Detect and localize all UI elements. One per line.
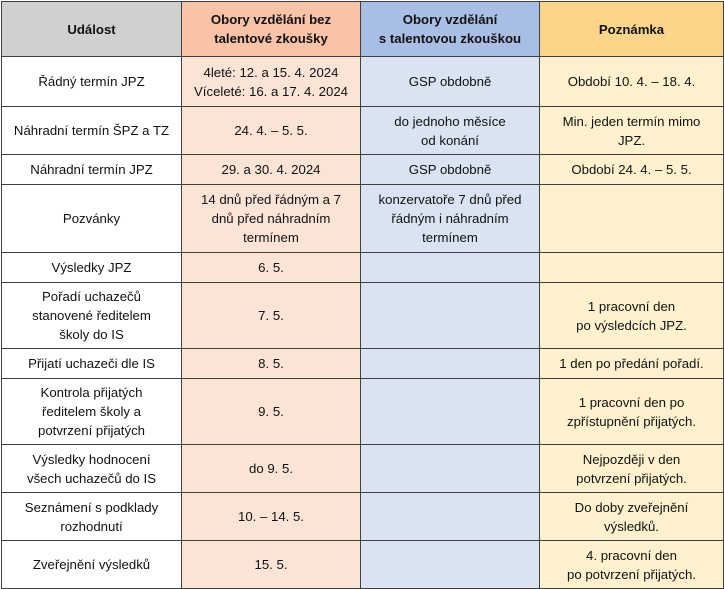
cell-line: výsledků.: [604, 518, 659, 534]
table-header-row: [2, 2, 724, 57]
cell-line: 14 dnů před řádným a 7: [200, 192, 342, 207]
cell-no-talent: 10. – 14. 5.: [182, 493, 361, 541]
cell-note: [540, 253, 724, 283]
cell-event: Náhradní termín JPZ: [2, 155, 182, 185]
cell-line: 1 pracovní den po: [578, 394, 685, 410]
cell-event: Pozvánky: [2, 185, 182, 253]
cell-no-talent: 29. a 30. 4. 2024: [182, 155, 361, 185]
cell-line: Víceleté: 16. a 17. 4. 2024: [194, 83, 348, 99]
cell-note: [540, 493, 724, 541]
cell-line: do jednoho měsíce: [394, 113, 506, 129]
cell-no-talent: [182, 57, 361, 107]
cell-line: všech uchazečů do IS: [26, 470, 157, 486]
table-row: [2, 445, 724, 493]
cell-talent: [361, 445, 540, 493]
cell-line: od konání: [421, 132, 479, 148]
header-talent-line2: s talentovou zkouškou: [378, 31, 522, 46]
table-row: [2, 57, 724, 107]
cell-talent: [361, 253, 540, 283]
cell-line: Pořadí uchazečů: [42, 289, 141, 304]
cell-line: 4. pracovní den: [586, 547, 677, 563]
cell-talent: [361, 379, 540, 445]
cell-no-talent: 6. 5.: [182, 253, 361, 283]
table-row: [2, 185, 724, 253]
cell-event: Řádný termín JPZ: [2, 57, 182, 107]
cell-line: po výsledcích JPZ.: [576, 317, 687, 333]
table-row: [2, 493, 724, 541]
cell-line: 1 pracovní den: [587, 298, 676, 314]
cell-talent: GSP obdobně: [361, 57, 540, 107]
cell-event: Náhradní termín ŠPZ a TZ: [2, 107, 182, 155]
cell-note: [540, 445, 724, 493]
cell-event: Výsledky JPZ: [2, 253, 182, 283]
cell-event: Zveřejnění výsledků: [2, 541, 182, 589]
cell-line: řádným i náhradním: [391, 211, 509, 226]
cell-no-talent: 7. 5.: [182, 283, 361, 349]
table-row: [2, 253, 724, 283]
header-talent: [361, 2, 540, 57]
header-note: Poznámka: [540, 2, 724, 57]
cell-note: [540, 107, 724, 155]
cell-talent: [361, 493, 540, 541]
cell-event: [2, 493, 182, 541]
cell-line: Nejpozději v den: [582, 451, 681, 467]
cell-note: [540, 541, 724, 589]
cell-line: ředitelem školy a: [42, 404, 141, 419]
header-no-talent: [182, 2, 361, 57]
cell-talent: GSP obdobně: [361, 155, 540, 185]
cell-note: Období 10. 4. – 18. 4.: [540, 57, 724, 107]
cell-line: Kontrola přijatých: [40, 385, 143, 400]
schedule-table: [1, 1, 724, 589]
cell-note: Období 24. 4. – 5. 5.: [540, 155, 724, 185]
table-row: [2, 541, 724, 589]
cell-talent: [361, 185, 540, 253]
cell-no-talent: 24. 4. – 5. 5.: [182, 107, 361, 155]
header-talent-line1: Obory vzdělání: [402, 12, 498, 27]
cell-line: Seznámení s podklady: [24, 499, 159, 515]
cell-line: dnů před náhradním: [211, 211, 331, 226]
cell-line: po potvrzení přijatých.: [566, 566, 696, 582]
cell-line: termínem: [422, 230, 478, 245]
cell-talent: [361, 541, 540, 589]
cell-no-talent: [182, 185, 361, 253]
header-event: Událost: [2, 2, 182, 57]
header-no-talent-line2: talentové zkoušky: [214, 31, 328, 46]
cell-no-talent: do 9. 5.: [182, 445, 361, 493]
cell-line: konzervatoře 7 dnů před: [378, 192, 522, 207]
table-row: [2, 349, 724, 379]
cell-note: [540, 185, 724, 253]
table-row: [2, 155, 724, 185]
header-no-talent-line1: Obory vzdělání bez: [210, 12, 332, 27]
cell-line: školy do IS: [59, 327, 124, 342]
table-row: [2, 107, 724, 155]
cell-line: potvrzení přijatých.: [576, 470, 687, 486]
cell-line: termínem: [243, 230, 299, 245]
cell-line: Min. jeden termín mimo: [562, 113, 701, 129]
cell-no-talent: 8. 5.: [182, 349, 361, 379]
cell-line: 4leté: 12. a 15. 4. 2024: [203, 64, 339, 80]
cell-talent: [361, 349, 540, 379]
cell-line: stanovené ředitelem: [32, 308, 151, 323]
cell-event: Přijatí uchazeči dle IS: [2, 349, 182, 379]
cell-line: Výsledky hodnocení: [32, 451, 151, 467]
cell-event: [2, 283, 182, 349]
cell-line: rozhodnutí: [60, 518, 123, 534]
cell-talent: [361, 107, 540, 155]
cell-note: [540, 379, 724, 445]
cell-line: JPZ.: [617, 132, 646, 148]
cell-note: [540, 283, 724, 349]
cell-line: zpřístupnění přijatých.: [566, 413, 696, 429]
cell-no-talent: 15. 5.: [182, 541, 361, 589]
cell-event: [2, 379, 182, 445]
cell-note: 1 den po předání pořadí.: [540, 349, 724, 379]
cell-no-talent: 9. 5.: [182, 379, 361, 445]
cell-line: Do doby zveřejnění: [574, 499, 689, 515]
cell-line: potvrzení přijatých: [37, 423, 145, 438]
cell-event: [2, 445, 182, 493]
table-row: [2, 283, 724, 349]
table-row: [2, 379, 724, 445]
cell-talent: [361, 283, 540, 349]
